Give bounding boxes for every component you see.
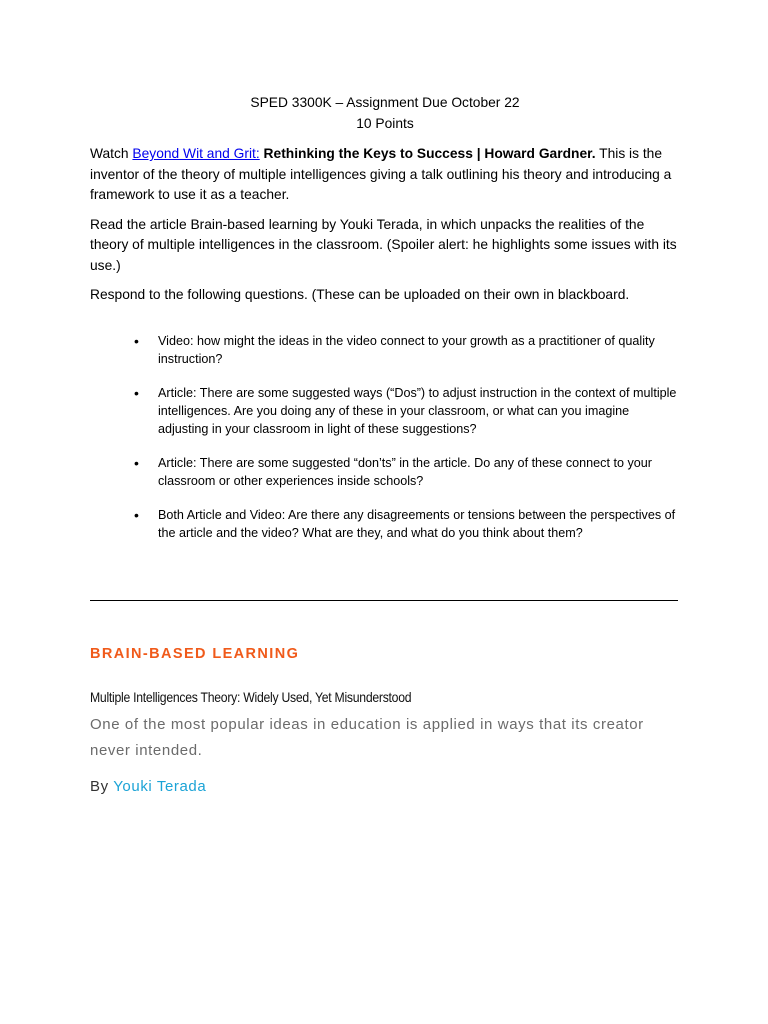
question-text: Article: There are some suggested ways (“Dos”) to adjust instruction in the context of multiple intelligences. Are you doing any of these in your classroom, or what can you imagine adjusting in your classroom in light of these suggestions? [158, 385, 677, 436]
horizontal-divider [90, 600, 678, 601]
article-subtitle: Multiple Intelligences Theory: Widely Used, Yet Misunderstood [90, 690, 412, 705]
question-text: Both Article and Video: Are there any disagreements or tensions between the perspectives of the article and the video? What are they, and what do you think about them? [158, 507, 676, 540]
question-list [90, 332, 680, 542]
question-text: Video: how might the ideas in the video connect to your growth as a practitioner of quality instruction? [158, 333, 655, 366]
video-title: Rethinking the Keys to Success | Howard Gardner. [259, 146, 596, 161]
byline-prefix: By [90, 778, 114, 795]
bullet-icon: • [134, 454, 139, 471]
points-line: 10 Points [356, 115, 414, 131]
watch-prefix: Watch [90, 146, 133, 161]
list-item [90, 384, 678, 438]
course-assignment-line: SPED 3300K – Assignment Due October 22 [250, 95, 520, 110]
read-paragraph: Read the article Brain-based learning by Youki Terada, in which unpacks the realities of the theory of multiple intelligences in the classroom. (Spoiler alert: he highlights some issues with its use.) [90, 216, 677, 273]
video-link[interactable]: Beyond Wit and Grit: [132, 146, 260, 161]
article-byline [90, 778, 206, 795]
list-item [90, 506, 678, 542]
bullet-icon: • [134, 332, 139, 349]
respond-paragraph: Respond to the following questions. (These can be uploaded on their own in blackboard. [90, 287, 630, 302]
author-link[interactable]: Youki Terada [113, 778, 207, 795]
bullet-icon: • [134, 506, 139, 523]
assignment-body [90, 93, 680, 558]
question-text: Article: There are some suggested “don’ts” in the article. Do any of these connect to your classroom or other experiences inside schools? [158, 455, 652, 488]
bullet-icon: • [134, 384, 139, 401]
list-item [90, 454, 678, 490]
watch-paragraph [90, 144, 680, 206]
article-section-label[interactable]: BRAIN-BASED LEARNING [90, 646, 300, 662]
article-lede: One of the most popular ideas in education is applied in ways that its creator never intended. [90, 716, 644, 759]
list-item [90, 332, 678, 368]
watch-description: This is the inventor of the theory of multiple intelligences giving a talk outlining his theory and introducing a framework to use it as a teacher. [90, 146, 672, 202]
